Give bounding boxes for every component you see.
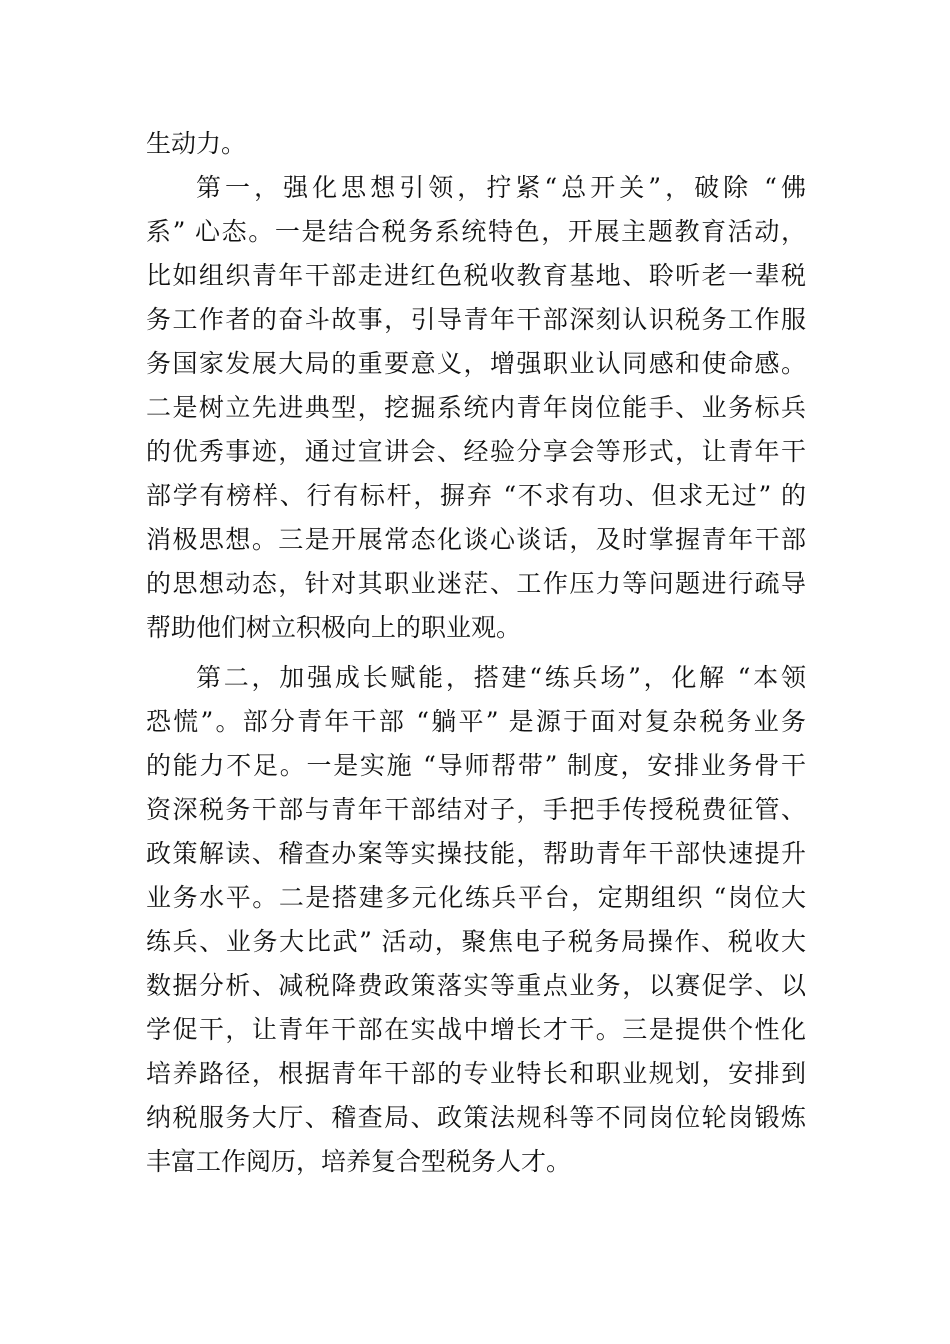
text-line: 务工作者的奋斗故事，引导青年干部深刻认识税务工作服 [146, 305, 806, 334]
text-line: 丰富工作阅历，培养复合型税务人才。 [146, 1147, 572, 1176]
text-line: 练兵、业务大比武” 活动，聚焦电子税务局操作、税收大 [146, 927, 806, 956]
text-line: 政策解读、稽查办案等实操技能，帮助青年干部快速提升 [146, 839, 806, 868]
text-line: 的思想动态，针对其职业迷茫、工作压力等问题进行疏导 [146, 569, 806, 598]
text-line: 的能力不足。一是实施 “导师帮带” 制度，安排业务骨干 [146, 751, 806, 780]
text-line: 比如组织青年干部走进红色税收教育基地、聆听老一辈税 [146, 261, 806, 290]
text-line: 数据分析、减税降费政策落实等重点业务，以赛促学、以 [146, 971, 806, 1000]
paragraph-first-line: 第二，加强成长赋能，搭建“练兵场”，化解 “本领 [196, 663, 806, 692]
text-line: 系” 心态。一是结合税务系统特色，开展主题教育活动， [146, 217, 806, 246]
text-line: 生动力。 [146, 129, 247, 158]
text-line: 学促干，让青年干部在实战中增长才干。三是提供个性化 [146, 1015, 806, 1044]
text-line: 消极思想。三是开展常态化谈心谈话，及时掌握青年干部 [146, 525, 806, 554]
text-line: 恐慌”。部分青年干部 “躺平” 是源于面对复杂税务业务 [146, 707, 806, 736]
text-line: 资深税务干部与青年干部结对子，手把手传授税费征管、 [146, 795, 806, 824]
text-line: 二是树立先进典型，挖掘系统内青年岗位能手、业务标兵 [146, 393, 806, 422]
text-line: 部学有榜样、行有标杆，摒弃 “不求有功、但求无过” 的 [146, 481, 806, 510]
text-line: 帮助他们树立积极向上的职业观。 [146, 613, 522, 642]
text-line: 培养路径，根据青年干部的专业特长和职业规划，安排到 [146, 1059, 806, 1088]
text-line: 纳税服务大厅、稽查局、政策法规科等不同岗位轮岗锻炼 [146, 1103, 806, 1132]
paragraph-first-line: 第一，强化思想引领，拧紧“总开关”，破除 “佛 [196, 173, 806, 202]
text-line: 的优秀事迹，通过宣讲会、经验分享会等形式，让青年干 [146, 437, 806, 466]
text-line: 务国家发展大局的重要意义，增强职业认同感和使命感。 [146, 349, 806, 378]
text-line: 业务水平。二是搭建多元化练兵平台，定期组织 “岗位大 [146, 883, 806, 912]
